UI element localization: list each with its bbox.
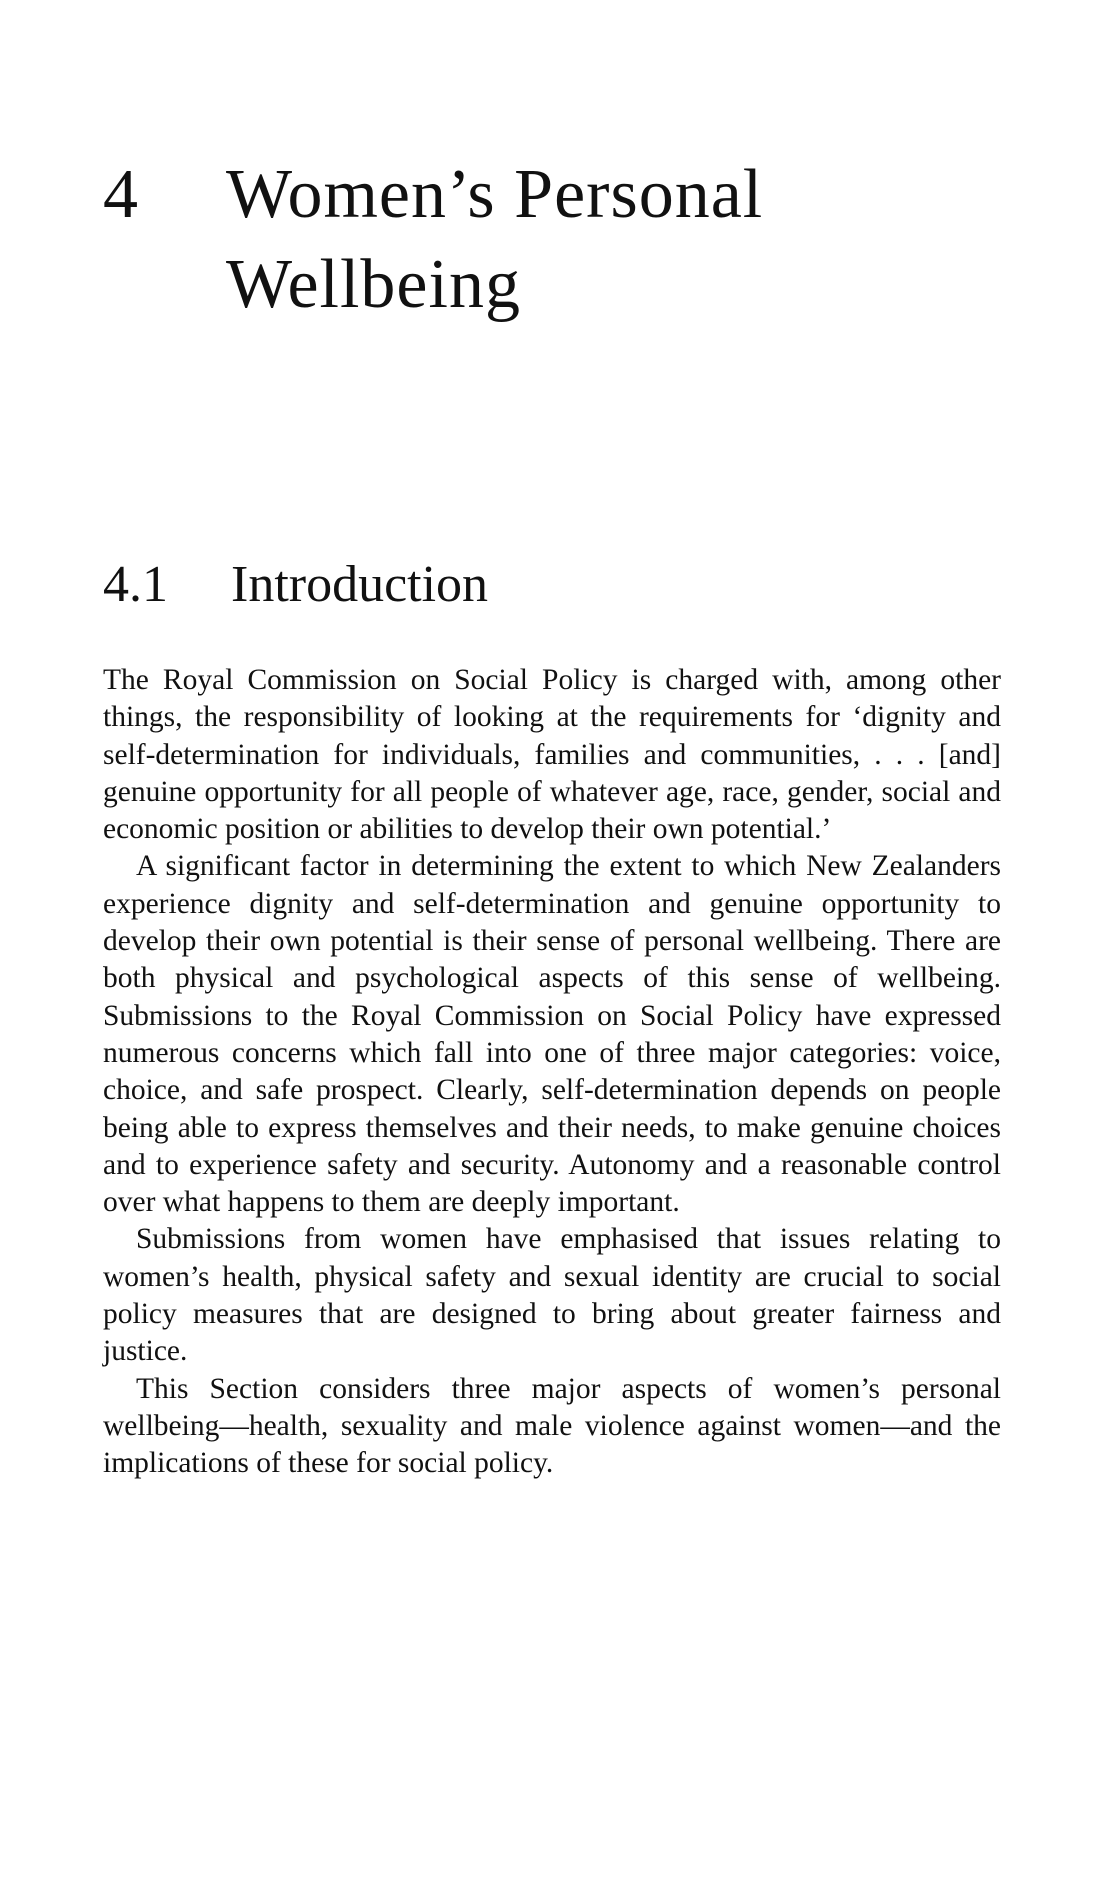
paragraph-3: Submissions from women have emphasised that issues relating to women’s health, physical safety and sexual identity are crucial to social policy measures that are designed to bring about greater fairness and justice. <box>103 1223 1001 1368</box>
body-text <box>103 662 1001 1483</box>
chapter-number: 4 <box>103 156 139 233</box>
paragraph-1: The Royal Commission on Social Policy is charged with, among other things, the responsibility of looking at the requirements for ‘dignity and self-determination for individuals, families and communities, . . . [and] genuine opportunity for all people of whatever age, race, gender, social and economic position or abilities to develop their own potential.’ <box>103 664 1001 846</box>
paragraph-2: A significant factor in determining the extent to which New Zealanders experience dignity and self-determination and genuine opportunity to develop their own potential is their sense of personal wellbeing. There are both physical and psychological aspects of this sense of wellbeing. Submissions to the Royal Commission on Social Policy have expressed numerous concerns which fall into one of three major categories: voice, choice, and safe prospect. Clearly, self-determination depends on people being able to express themselves and their needs, to make genuine choices and to experience safety and security. Autonomy and a reasonable control over what happens to them are deeply important. <box>103 850 1001 1219</box>
section-number: 4.1 <box>103 556 168 613</box>
chapter-title: Women’s Personal Wellbeing <box>226 156 764 323</box>
section-title: Introduction <box>231 556 489 613</box>
paragraph-4: This Section considers three major aspects of women’s personal wellbeing—health, sexuality and male violence against women—and the implications of these for social policy. <box>103 1372 1001 1480</box>
